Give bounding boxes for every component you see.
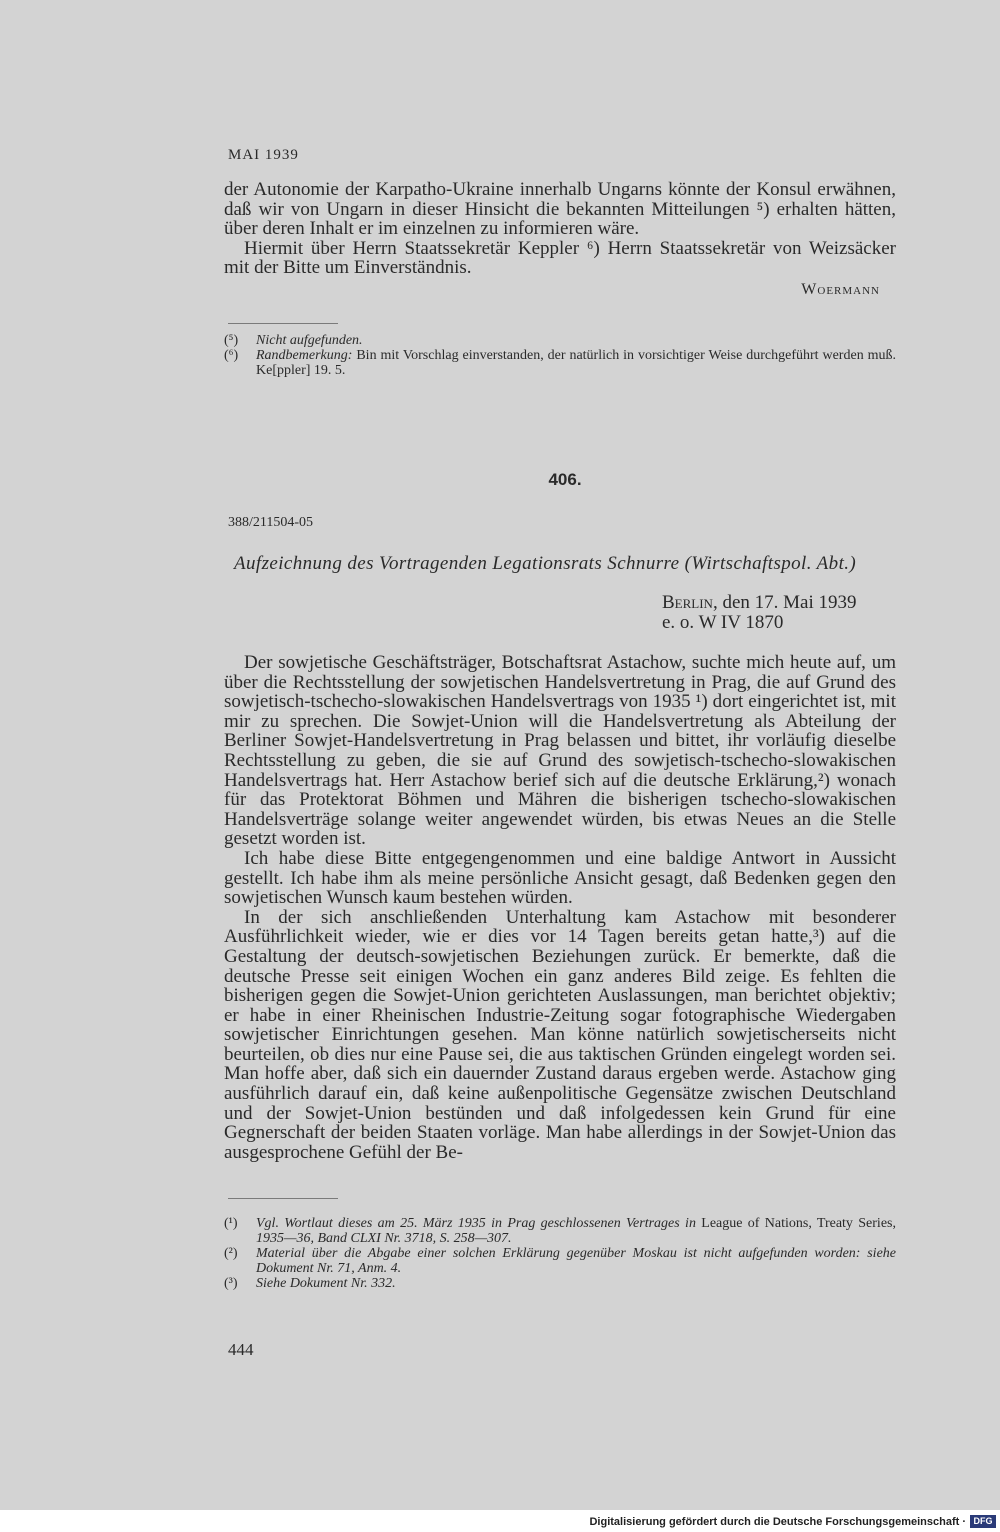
signature: Woermann	[801, 281, 880, 298]
footnote-3: (³) Siehe Dokument Nr. 332.	[224, 1276, 396, 1291]
document-body	[224, 653, 896, 1162]
continuation-paragraph-1: der Autonomie der Karpatho-Ukraine innerhalb Ungarns könnte der Konsul erwähnen, daß wir von Ungarn in dieser Hinsicht die bekannten Mitteilungen ⁵) erhalten hätten, über deren Inhalt er im einzelnen zu informieren wäre.	[224, 179, 896, 240]
footnote-divider-bottom	[228, 1198, 338, 1199]
footnote-6: (⁶) Randbemerkung: Bin mit Vorschlag einverstanden, der natürlich in vorsichtiger Weise durchgeführt werden muß. Ke[ppler] 19. 5.	[224, 348, 896, 378]
body-paragraph-1: Der sowjetische Geschäftsträger, Botschaftsrat Astachow, suchte mich heute auf, um über die Rechtsstellung der sowjetischen Handelsvertretung in Prag, die auf Grund des sowjetisch-tschecho-slowakischen Handelsvertrags von 1935 ¹) dort eingerichtet ist, mit mir zu sprechen. Die Sowjet-Union will die Handelsvertretung als Abteilung der Berliner Sowjet-Handelsvertretung in Prag belassen und bittet, ihr vorläufig dieselbe Rechtsstellung zu geben, die sie auf Grund des sowjetisch-tschecho-slowakischen Handelsvertrags hat. Herr Astachow berief sich auf die deutsche Erklärung,²) wonach für das Protektorat Böhmen und Mähren die bisherigen tschecho-slowakischen Handelsverträge solange weiter angewendet würden, bis etwas Neues an die Stelle gesetzt worden ist.	[224, 652, 896, 850]
continuation-paragraph-2: Hiermit über Herrn Staatssekretär Keppler ⁶) Herrn Staatssekretär von Weizsäcker mit der Bitte um Einverständnis.	[224, 237, 896, 279]
place-date: Berlin, den 17. Mai 1939	[662, 592, 857, 613]
document-reference: 388/211504-05	[228, 515, 314, 530]
continuation-text	[224, 180, 896, 278]
footnotes-bottom	[224, 1216, 896, 1291]
footnote-2: (²) Material über die Abgabe einer solchen Erklärung gegenüber Moskau ist nicht aufgefunden worden: siehe Dokument Nr. 71, Anm. 4.	[224, 1246, 896, 1276]
credit-text: Digitalisierung gefördert durch die Deutsche Forschungsgemeinschaft ·	[589, 1516, 966, 1528]
running-head: MAI 1939	[228, 147, 299, 163]
page-number: 444	[228, 1340, 254, 1359]
footnote-divider-top	[228, 323, 338, 324]
digitization-credit-bar	[0, 1510, 1000, 1532]
dfg-logo-icon: DFG	[970, 1515, 996, 1528]
dateline	[662, 593, 857, 633]
document-number: 406.	[548, 470, 582, 489]
footnote-1: (¹) Vgl. Wortlaut dieses am 25. März 1935 in Prag geschlossenen Vertrages in League of Nations, Treaty Series, 1935—36, Band CLXI Nr. 3718, S. 258—307.	[224, 1216, 896, 1246]
body-paragraph-3: In der sich anschließenden Unterhaltung kam Astachow mit besonderer Ausführlichkeit wieder, wie er dies vor 14 Tagen bereits getan hatte,³) auf die Gestaltung der deutsch-sowjetischen Beziehungen zurück. Er bemerkte, daß die deutsche Presse seit einigen Wochen ein ganz anderes Bild zeige. Es fehlten die bisherigen gegen die Sowjet-Union gerichteten Auslassungen, man berichtet objektiv; er habe in einer Rheinischen Industrie-Zeitung sogar fotographische Wiedergaben sowjetischer Einrichtungen gesehen. Man könne natürlich sowjetischerseits nicht beurteilen, ob dies nur eine Pause sei, die aus taktischen Gründen eingelegt worden sei. Man hoffe aber, daß sich ein dauernder Zustand daraus ergeben werde. Astachow ging ausführlich darauf ein, daß keine außenpolitische Gegensätze zwischen Deutschland und der Sowjet-Union bestünden und daß infolgedessen kein Grund für eine Gegnerschaft der beiden Staaten vorläge. Man habe allerdings in der Sowjet-Union das ausgesprochene Gefühl der Be-	[224, 906, 896, 1163]
footnotes-top	[224, 333, 896, 378]
body-paragraph-2: Ich habe diese Bitte entgegengenommen und eine baldige Antwort in Aussicht gestellt. Ich habe ihm als meine persönliche Ansicht gesagt, daß Bedenken gegen den sowjetischen Wunsch kaum bestehen würden.	[224, 847, 896, 909]
document-title: Aufzeichnung des Vortragenden Legationsrats Schnurre (Wirtschaftspol. Abt.)	[234, 553, 857, 574]
footnote-5: (⁵) Nicht aufgefunden.	[224, 333, 363, 348]
file-reference: e. o. W IV 1870	[662, 612, 784, 633]
